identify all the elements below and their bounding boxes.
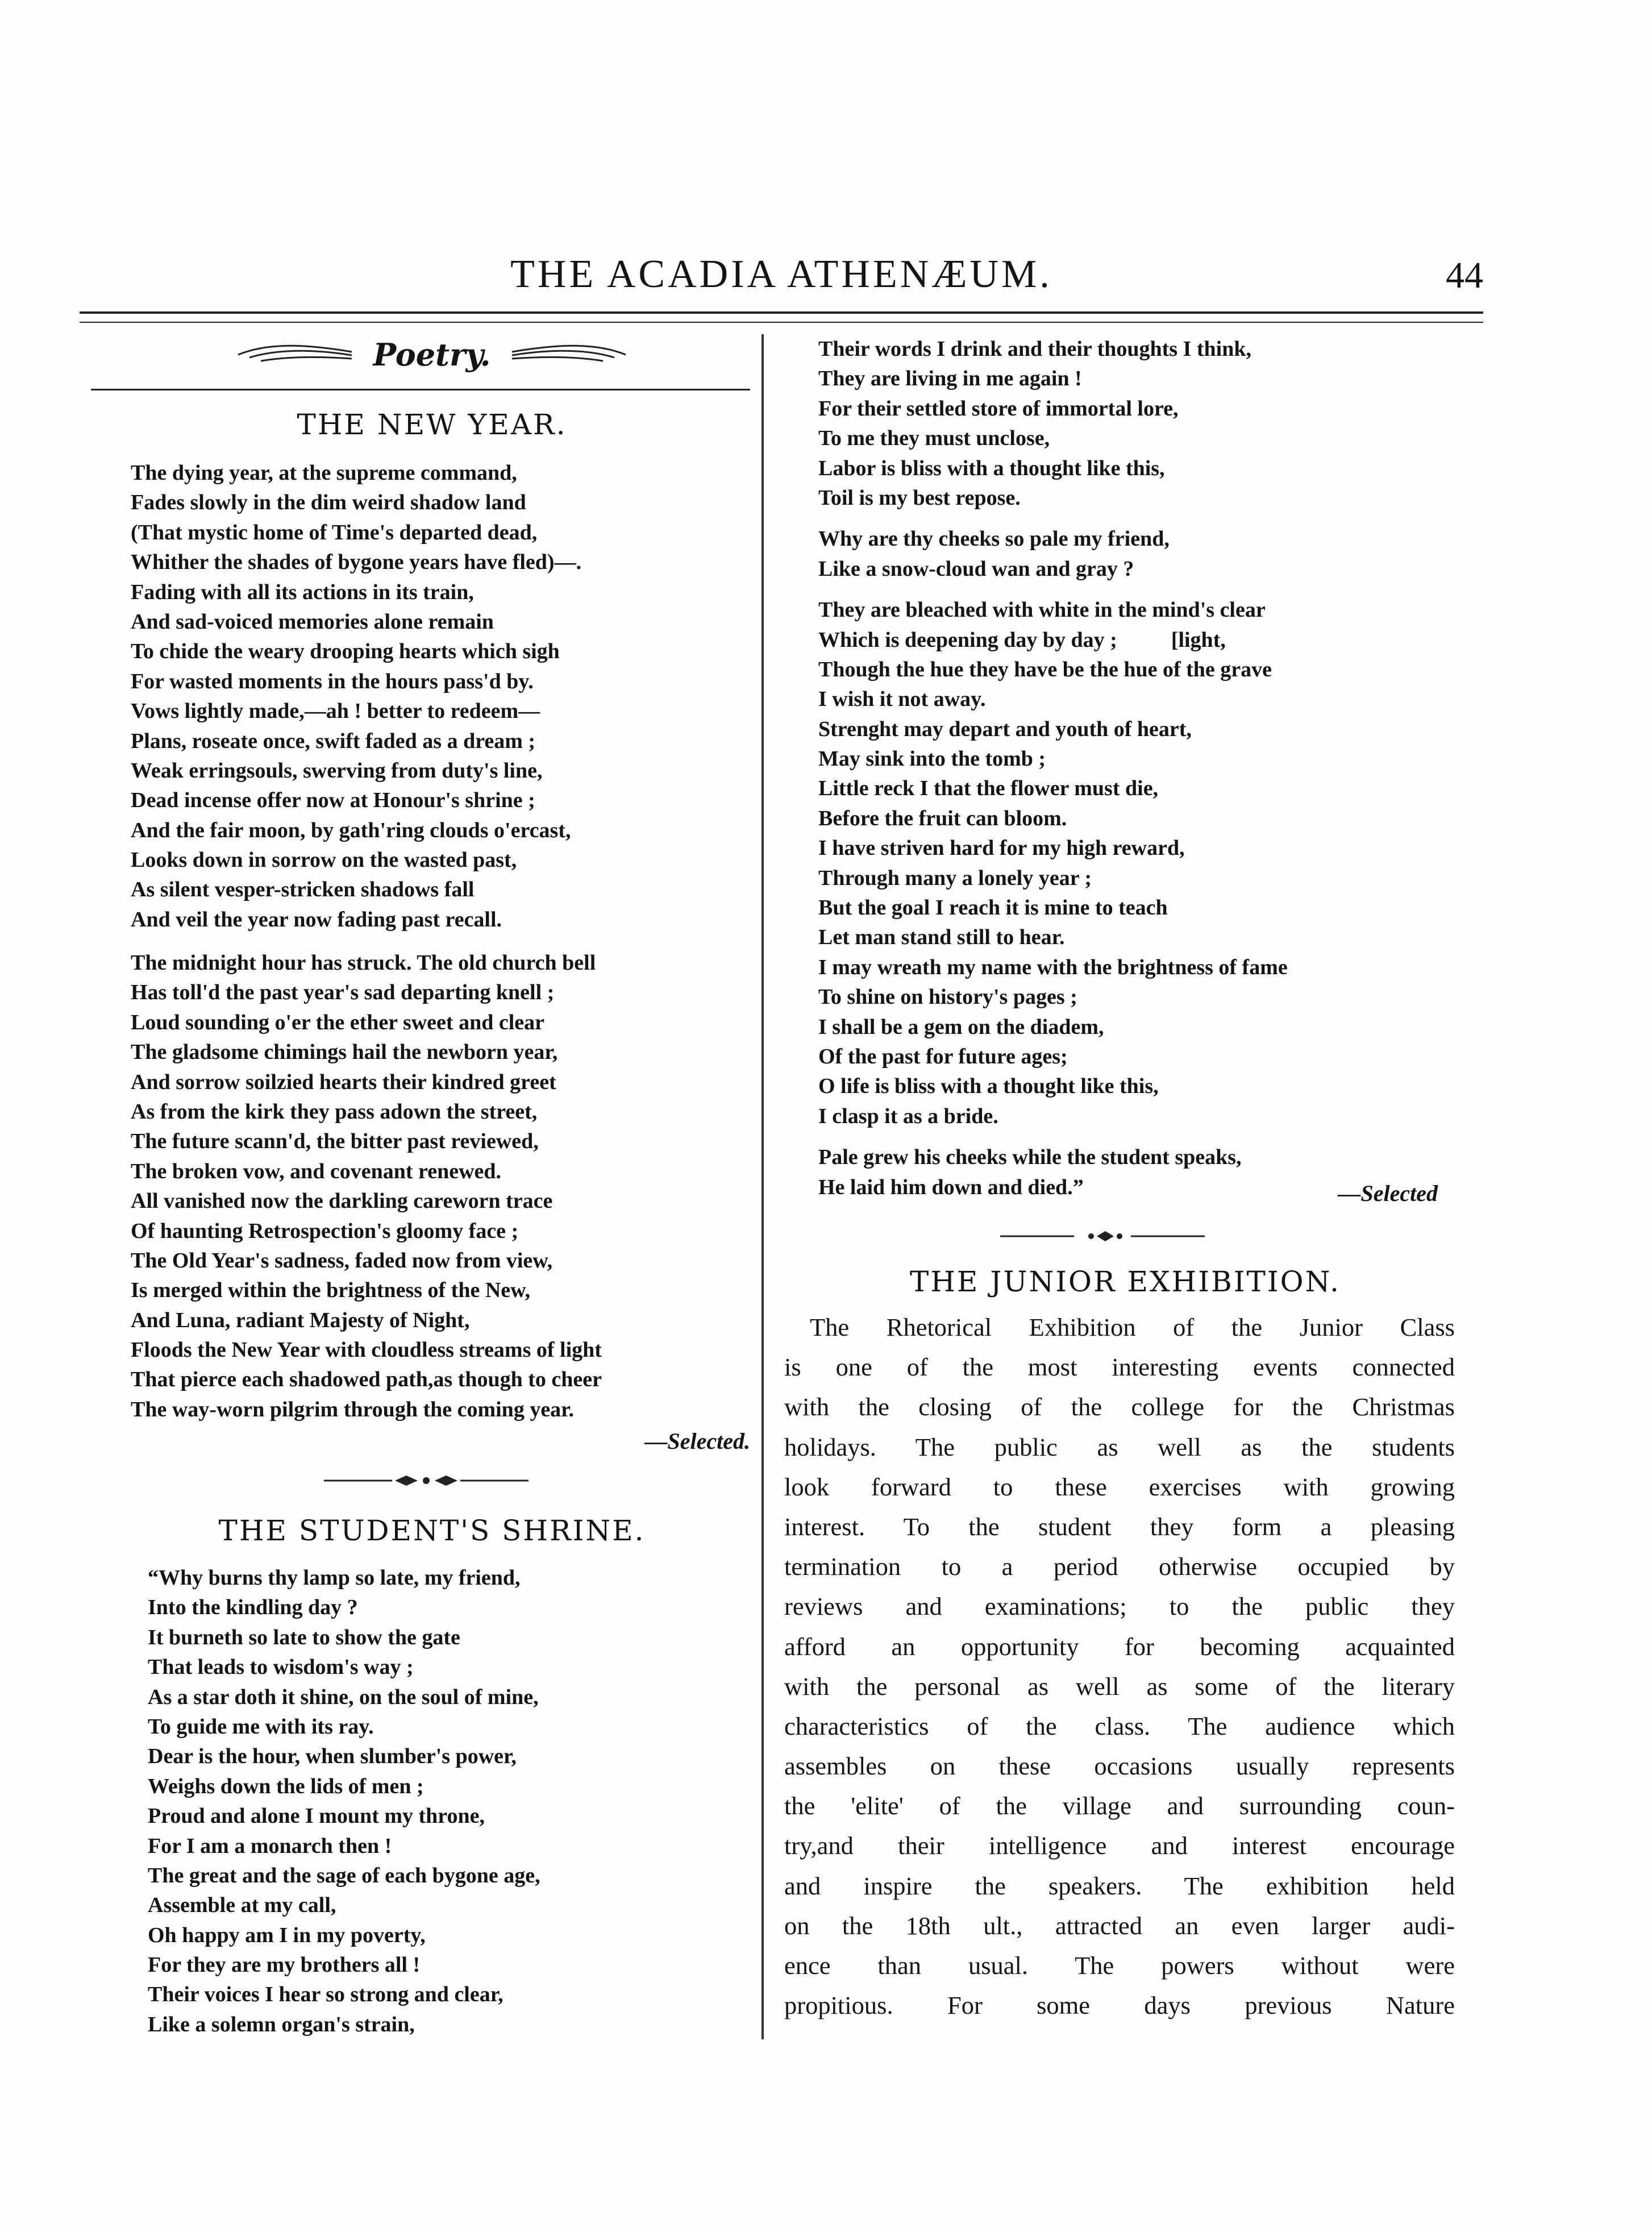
junior-exhibition-body bbox=[784, 1307, 1455, 2025]
poem-line: Weak erringsouls, swerving from duty's line, bbox=[131, 758, 543, 783]
poem-line: Into the kindling day ? bbox=[148, 1595, 358, 1620]
poem-line: I clasp it as a bride. bbox=[818, 1104, 998, 1128]
poem-line: (That mystic home of Time's departed dead, bbox=[131, 520, 538, 545]
poem-line: Strenght may depart and youth of heart, bbox=[818, 717, 1192, 741]
prose-line: look forward to these exercises with growing bbox=[784, 1472, 1455, 1501]
poem-line: Has toll'd the past year's sad departing knell ; bbox=[131, 980, 555, 1005]
prose-line: termination to a period otherwise occupied by bbox=[784, 1552, 1455, 1581]
poem-line: Fading with all its actions in its train, bbox=[131, 580, 474, 604]
prose-line: and inspire the speakers. The exhibition held bbox=[784, 1871, 1455, 1900]
poem-line: Plans, roseate once, swift faded as a dream ; bbox=[131, 729, 536, 753]
poem-line: And sorrow soilzied hearts their kindred greet bbox=[131, 1070, 556, 1094]
poem-line: Loud sounding o'er the ether sweet and clear bbox=[131, 1010, 544, 1034]
poem-line: To guide me with its ray. bbox=[148, 1714, 374, 1739]
poem-line: The gladsome chimings hail the newborn year, bbox=[131, 1040, 558, 1065]
poem-line: Their words I drink and their thoughts I think, bbox=[818, 337, 1251, 361]
poem-line: The midnight hour has struck. The old church bell bbox=[131, 951, 596, 975]
students-shrine-left bbox=[148, 1563, 761, 2039]
ornament-divider-right-icon bbox=[1000, 1228, 1205, 1245]
poem-line: May sink into the tomb ; bbox=[818, 747, 1046, 771]
flourish-right-icon bbox=[506, 340, 631, 369]
poem-line: Floods the New Year with cloudless streams of light bbox=[131, 1338, 602, 1362]
junior-exhibition-title: THE JUNIOR EXHIBITION. bbox=[909, 1265, 1341, 1298]
poem-line: Whither the shades of bygone years have fled)—. bbox=[131, 550, 582, 575]
prose-line: The Rhetorical Exhibition of the Junior Class bbox=[810, 1313, 1455, 1341]
poem-line: Like a snow-cloud wan and gray ? bbox=[818, 556, 1134, 581]
prose-line: the 'elite' of the village and surrounding coun- bbox=[784, 1792, 1455, 1820]
poem-line: Dead incense offer now at Honour's shrine ; bbox=[131, 788, 535, 813]
poem-line: I may wreath my name with the brightness of fame bbox=[818, 955, 1288, 979]
poem-line: He laid him down and died.” bbox=[818, 1175, 1084, 1199]
poem-line: That pierce each shadowed path,as though to cheer bbox=[131, 1368, 602, 1392]
poem-line: Looks down in sorrow on the wasted past, bbox=[131, 848, 517, 872]
page-header bbox=[80, 242, 1483, 304]
poem-line: And sad-voiced memories alone remain bbox=[131, 609, 494, 634]
poem-line: Fades slowly in the dim weird shadow land bbox=[131, 491, 526, 515]
prose-line: assembles on these occasions usually represents bbox=[784, 1752, 1455, 1781]
poem-line: They are living in me again ! bbox=[818, 367, 1082, 391]
poem-line: The broken vow, and covenant renewed. bbox=[131, 1159, 502, 1183]
prose-line: afford an opportunity for becoming acquainted bbox=[784, 1632, 1455, 1661]
poem-line: I shall be a gem on the diadem, bbox=[818, 1015, 1104, 1039]
prose-line: is one of the most interesting events connected bbox=[784, 1353, 1455, 1382]
poem-line: And the fair moon, by gath'ring clouds o'ercast, bbox=[131, 818, 571, 842]
poem-line: I have striven hard for my high reward, bbox=[818, 836, 1185, 861]
poem-line: And Luna, radiant Majesty of Night, bbox=[131, 1308, 470, 1332]
poem-line: Why are thy cheeks so pale my friend, bbox=[818, 527, 1170, 551]
poem-line: It burneth so late to show the gate bbox=[148, 1625, 460, 1649]
poem-line: All vanished now the darkling careworn trace bbox=[131, 1189, 553, 1213]
poem-line: For I am a monarch then ! bbox=[148, 1834, 392, 1858]
new-year-stanza-2 bbox=[131, 948, 744, 1424]
poem-line: O life is bliss with a thought like this, bbox=[818, 1074, 1159, 1099]
prose-line: with the personal as well as some of the literary bbox=[784, 1672, 1455, 1701]
new-year-stanza-1 bbox=[131, 458, 744, 934]
ornament-divider-left-icon bbox=[324, 1472, 529, 1489]
prose-line: reviews and examinations; to the public they bbox=[784, 1592, 1455, 1621]
poem-line: Proud and alone I mount my throne, bbox=[148, 1804, 485, 1828]
poetry-rule bbox=[91, 389, 750, 390]
poem-line: The great and the sage of each bygone age, bbox=[148, 1863, 540, 1888]
poem-line: Weighs down the lids of men ; bbox=[148, 1774, 424, 1798]
prose-line: on the 18th ult., attracted an even larger audi- bbox=[784, 1911, 1455, 1940]
poem-line: Though the hue they have be the hue of the grave bbox=[818, 657, 1272, 681]
students-shrine-right bbox=[818, 334, 1489, 1202]
poem-line: Like a solemn organ's strain, bbox=[148, 2012, 415, 2036]
poetry-heading bbox=[125, 336, 739, 382]
students-shrine-credit: —Selected bbox=[1338, 1181, 1438, 1206]
poem-line: The way-worn pilgrim through the coming year. bbox=[131, 1397, 575, 1422]
poem-line: For they are my brothers all ! bbox=[148, 1953, 421, 1977]
poem-line: Assemble at my call, bbox=[148, 1893, 336, 1918]
poem-line: As a star doth it shine, on the soul of mine, bbox=[148, 1685, 539, 1709]
flourish-left-icon bbox=[232, 340, 357, 369]
poem-line: To me they must unclose, bbox=[818, 426, 1050, 451]
page-number: 44 bbox=[1446, 255, 1483, 296]
poem-line: To chide the weary drooping hearts which sigh bbox=[131, 639, 560, 664]
poem-line: I wish it not away. bbox=[818, 687, 986, 712]
poem-line: As from the kirk they pass adown the street, bbox=[131, 1099, 538, 1124]
poem-line: For wasted moments in the hours pass'd by. bbox=[131, 669, 534, 693]
poem-line: Is merged within the brightness of the New, bbox=[131, 1278, 530, 1303]
prose-line: try,and their intelligence and interest encourage bbox=[784, 1831, 1455, 1860]
poem-line: But the goal I reach it is mine to teach bbox=[818, 896, 1168, 920]
new-year-credit: —Selected. bbox=[644, 1428, 750, 1454]
poem-line: Their voices I hear so strong and clear, bbox=[148, 1982, 503, 2007]
header-rule-bottom bbox=[80, 322, 1483, 323]
prose-line: interest. To the student they form a pleasing bbox=[784, 1512, 1455, 1541]
poem-line: Toil is my best repose. bbox=[818, 485, 1021, 510]
prose-line: holidays. The public as well as the students bbox=[784, 1432, 1455, 1461]
poem-line: The dying year, at the supreme command, bbox=[131, 461, 517, 485]
poem-line: Pale grew his cheeks while the student speaks, bbox=[818, 1145, 1242, 1170]
students-shrine-title: THE STUDENT'S SHRINE. bbox=[218, 1514, 646, 1547]
poem-line: “Why burns thy lamp so late, my friend, bbox=[148, 1566, 521, 1590]
column-divider bbox=[761, 334, 764, 2039]
header-rule-top bbox=[80, 311, 1483, 314]
poetry-label: Poetry. bbox=[373, 336, 491, 373]
poem-line: The Old Year's sadness, faded now from view, bbox=[131, 1248, 553, 1273]
poem-line: To shine on history's pages ; bbox=[818, 985, 1077, 1009]
poem-line: Which is deepening day by day ; [light, bbox=[818, 627, 1226, 652]
prose-line: ence than usual. The powers without were bbox=[784, 1951, 1455, 1980]
poem-line: And veil the year now fading past recall. bbox=[131, 907, 502, 932]
poem-line: Labor is bliss with a thought like this, bbox=[818, 456, 1165, 480]
poem-line: For their settled store of immortal lore, bbox=[818, 396, 1179, 421]
poem-line: Dear is the hour, when slumber's power, bbox=[148, 1744, 517, 1769]
prose-line: with the closing of the college for the Christmas bbox=[784, 1393, 1455, 1422]
journal-title: THE ACADIA ATHENÆUM. bbox=[510, 252, 1052, 296]
poem-line: As silent vesper-stricken shadows fall bbox=[131, 878, 475, 902]
prose-line: characteristics of the class. The audience which bbox=[784, 1711, 1455, 1740]
poem-line: Of the past for future ages; bbox=[818, 1044, 1068, 1069]
poem-line: Through many a lonely year ; bbox=[818, 866, 1092, 890]
poem-line: The future scann'd, the bitter past reviewed, bbox=[131, 1129, 539, 1154]
new-year-title: THE NEW YEAR. bbox=[297, 408, 567, 441]
poem-line: They are bleached with white in the mind's clear bbox=[818, 598, 1266, 622]
prose-line: propitious. For some days previous Nature bbox=[784, 1991, 1455, 2020]
poem-line: Oh happy am I in my poverty, bbox=[148, 1923, 426, 1947]
poem-line: Little reck I that the flower must die, bbox=[818, 776, 1159, 801]
poem-line: Vows lightly made,—ah ! better to redeem— bbox=[131, 699, 540, 724]
poem-line: Let man stand still to hear. bbox=[818, 925, 1065, 950]
poem-line: That leads to wisdom's way ; bbox=[148, 1655, 414, 1680]
poem-line: Before the fruit can bloom. bbox=[818, 806, 1067, 830]
poem-line: Of haunting Retrospection's gloomy face ; bbox=[131, 1219, 519, 1243]
